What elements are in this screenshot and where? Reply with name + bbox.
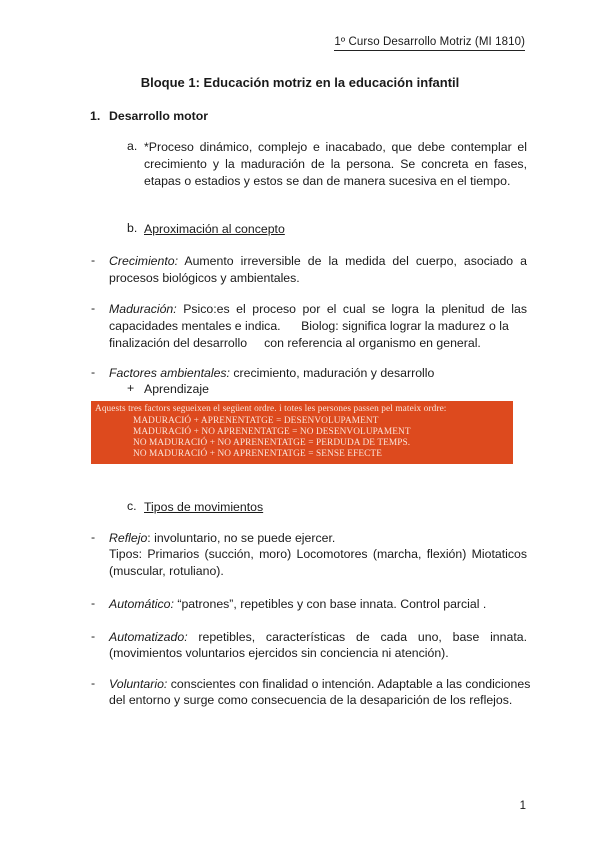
item-a-line: crecimiento y la maduración de la persona. Se concreta en fases, xyxy=(144,157,527,171)
note-intro: Aquests tres factors segueixen el següent ordre. i totes les persones passen pel mateix ordre: xyxy=(95,404,447,414)
voluntario-text: conscientes con finalidad o intención. Adaptable a las condiciones xyxy=(167,677,531,691)
reflejo-text: : involuntario, no se puede ejercer. xyxy=(147,531,336,545)
maduracion-line-2: capacidades mentales e indica. Biolog: significa lograr la madurez o la xyxy=(109,319,509,333)
factores-bullet: - xyxy=(91,365,96,379)
item-a-line: *Proceso dinámico, complejo e inacabado, que debe contemplar el xyxy=(144,140,527,154)
section-heading xyxy=(90,109,208,123)
note-line: MADURACIÓ + APRENENTATGE = DESENVOLUPAMENT xyxy=(133,416,379,426)
section-title: Desarrollo motor xyxy=(109,109,209,123)
factores-text: crecimiento, maduración y desarrollo xyxy=(229,366,435,380)
crecimiento-line-1 xyxy=(109,253,527,270)
voluntario-line-2: del entorno y surge como consecuencia de la desaparición de los reflejos. xyxy=(109,693,513,707)
automatico-term: Automático: xyxy=(109,597,174,611)
automatizado-line-2: (movimientos voluntarios ejercidos sin conciencia ni atención). xyxy=(109,646,449,660)
item-a-line: etapas o estadios y estos se dan de manera sucesiva en el tiempo. xyxy=(144,174,511,188)
automatizado-bullet: - xyxy=(91,629,96,643)
item-a-marker: a. xyxy=(127,139,138,153)
crecimiento-term: Crecimiento: xyxy=(109,254,179,268)
factores-line xyxy=(109,365,434,382)
voluntario-line-1 xyxy=(109,676,530,693)
automatizado-line-1 xyxy=(109,629,527,646)
note-line: NO MADURACIÓ + NO APRENENTATGE = SENSE EFECTE xyxy=(133,449,382,459)
voluntario-term: Voluntario: xyxy=(109,677,168,691)
item-b-heading: Aproximación al concepto xyxy=(144,222,285,236)
item-c-heading: Tipos de movimientos xyxy=(144,500,264,514)
crecimiento-bullet: - xyxy=(91,253,96,267)
plus-bullet: + xyxy=(127,381,135,395)
aprendizaje-item: Aprendizaje xyxy=(144,382,209,396)
item-c-marker: c. xyxy=(127,499,137,513)
reflejo-line-1 xyxy=(109,530,335,547)
automatizado-text: repetibles, características de cada uno, base innata. xyxy=(187,630,527,644)
item-b-marker: b. xyxy=(127,221,138,235)
reflejo-term: Reflejo xyxy=(109,531,148,545)
reflejo-line-2: Tipos: Primarios (succión, moro) Locomotores (marcha, flexión) Miotaticos xyxy=(109,547,527,561)
maduracion-line-3: finalización del desarrollo con referencia al organismo en general. xyxy=(109,336,481,350)
reflejo-line-3: (muscular, rotuliano). xyxy=(109,564,224,578)
section-number: 1. xyxy=(90,109,101,123)
reflejo-bullet: - xyxy=(91,530,96,544)
maduracion-bullet: - xyxy=(91,301,96,315)
factores-term: Factores ambientales: xyxy=(109,366,230,380)
maduracion-text: Psico:es el proceso por el cual se logra la plenitud de las xyxy=(176,302,527,316)
automatico-text: “patrones”, repetibles y con base innata. Control parcial . xyxy=(173,597,487,611)
voluntario-bullet: - xyxy=(91,676,96,690)
automatico-bullet: - xyxy=(91,596,96,610)
page-number: 1 xyxy=(519,800,526,812)
note-line: NO MADURACIÓ + NO APRENENTATGE = PERDUDA DE TEMPS. xyxy=(133,438,411,448)
course-header: 1º Curso Desarrollo Motriz (MI 1810) xyxy=(334,36,525,51)
maduracion-term: Maduración: xyxy=(109,302,177,316)
crecimiento-line-2: procesos biológicos y ambientales. xyxy=(109,271,300,285)
automatico-line xyxy=(109,596,486,613)
automatizado-term: Automatizado: xyxy=(109,630,188,644)
page-title: Bloque 1: Educación motriz en la educación infantil xyxy=(140,75,460,90)
note-box xyxy=(91,401,513,464)
crecimiento-text: Aumento irreversible de la medida del cuerpo, asociado a xyxy=(178,254,527,268)
maduracion-line-1 xyxy=(109,301,527,318)
note-line: MADURACIÓ + NO APRENENTATGE = NO DESENVOLUPAMENT xyxy=(133,427,411,437)
